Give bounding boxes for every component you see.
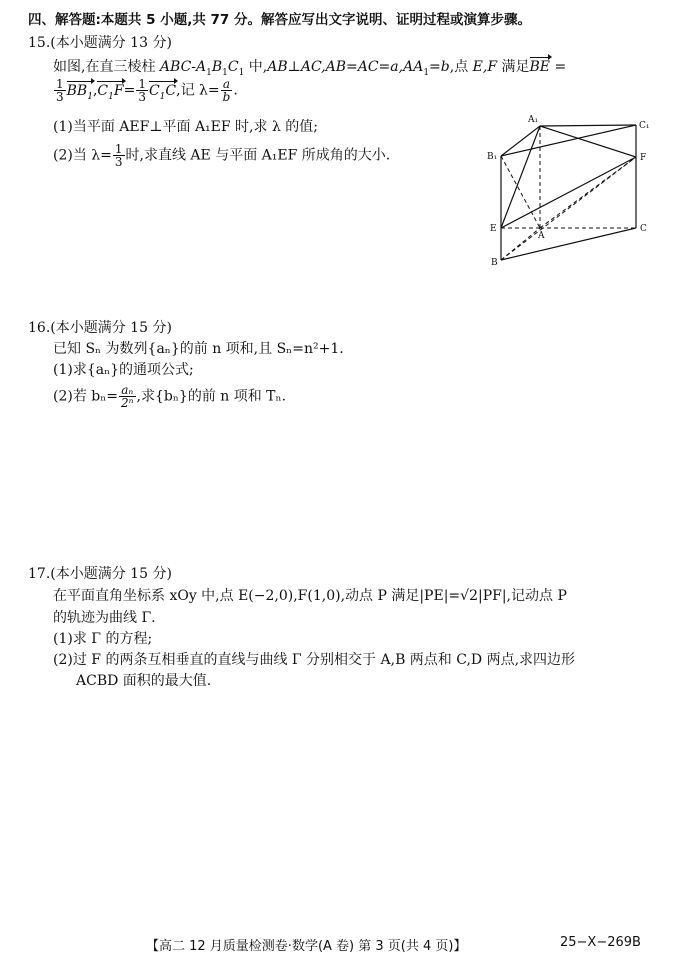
q17-part2-cont: ACBD 面积的最大值. (76, 673, 212, 689)
q15-text-f: C (227, 59, 239, 75)
q17-line2: 的轨迹为曲线 Γ. (53, 610, 156, 626)
q16-header: 16.(本小题满分 15 分) (28, 320, 172, 336)
prism-figure (484, 110, 656, 270)
q17-line1: 在平面直角坐标系 xOy 中,点 E(−2,0),F(1,0),动点 P 满足|PE|=√2|PF|,记动点 P (53, 588, 567, 604)
label-F: F (640, 153, 647, 163)
q17-part2: (2)过 F 的两条互相垂直的直线与曲线 Γ 分别相交于 A,B 两点和 C,D 两点,求四边形 (53, 652, 576, 668)
q16-part1: (1)求{aₙ}的通项公式; (53, 362, 194, 378)
q16-part2: (2)若 bₙ= $\frac{\text{aₙ}}{\text{2ⁿ}}$ ,求{bₙ}的前 n 项和 Tₙ. (53, 383, 287, 410)
q15-text-i: =b (429, 59, 450, 75)
label-C1: C₁ (639, 121, 650, 131)
q15-text-l: 满足 (497, 59, 530, 75)
q15-text-e: B (211, 59, 223, 75)
footer-title: 【高二 12 月质量检测卷·数学(A 卷) 第 3 页(共 4 页)】 (146, 939, 467, 954)
q15-note: ,记 λ= (176, 82, 220, 99)
q15-text-b: ABC (159, 59, 192, 75)
q15-part1: (1)当平面 AEF⊥平面 A₁EF 时,求 λ 的值; (53, 119, 318, 135)
vector-BB1: $BB_1$ (66, 82, 93, 102)
fraction-lambda: $\frac{1}{3}$ (114, 142, 123, 169)
edge-A1F (540, 126, 636, 157)
q15-line1: 如图,在直三棱柱 ABC-$A_1B_1C_1$ 中$,AB\perp AC,AB=AC=a,AA_1=b$,点 E,F 满足BE = (53, 59, 567, 78)
q17-part1: (1)求 Γ 的方程; (53, 631, 153, 647)
fraction-an-over-2n: $\frac{\text{aₙ}}{\text{2ⁿ}}$ (121, 383, 134, 410)
label-C: C (640, 224, 647, 234)
q16-line1: 已知 Sₙ 为数列{aₙ}的前 n 项和,且 Sₙ=n²+1. (53, 341, 344, 357)
vector-C1C: $C_1C$ (148, 82, 177, 102)
fraction-one-third-2: $\frac{1}{3}$ (138, 77, 146, 104)
q15-text-g: 中, (244, 59, 268, 75)
label-A1: A₁ (528, 115, 539, 125)
q15-comma: , (92, 82, 98, 99)
q15-line2: $\frac{1}{3}$ $BB_1,C_1F=$ $\frac{1}{3}$ $C_1C$,记 λ= $\frac{a}{b}$ . (56, 77, 238, 104)
edge-EF (501, 157, 636, 228)
edge-BC (501, 228, 636, 260)
q15-header: 15.(本小题满分 13 分) (28, 35, 172, 51)
edge-AF-hidden (540, 157, 636, 228)
q17-header: 17.(本小题满分 15 分) (28, 566, 172, 582)
vector-BE: BE (529, 59, 551, 75)
vector-C1F: $C_1F$ (97, 82, 124, 102)
label-A: A (538, 231, 545, 241)
fraction-a-over-b: $\frac{a}{b}$ (222, 77, 231, 104)
edge-A1C1 (540, 125, 636, 126)
q15-text-h: AB⊥AC,AB=AC=a,AA (267, 59, 424, 75)
q15-text-d: A (196, 59, 207, 75)
q15-text-k: E,F (472, 59, 498, 75)
fraction-one-third: $\frac{1}{3}$ (56, 77, 64, 104)
label-B: B (491, 258, 498, 268)
q15-text-j: ,点 (449, 59, 473, 75)
section-heading: 四、解答题:本题共 5 小题,共 77 分。解答应写出文字说明、证明过程或演算步骤。 (28, 12, 532, 28)
footer-code: 25−X−269B (560, 935, 641, 950)
label-B1: B₁ (487, 152, 498, 162)
label-E: E (490, 224, 497, 234)
q15-part2: (2)当 λ= $\frac{1}{3}$ 时,求直线 AE 与平面 A₁EF 所成角的大小. (53, 142, 391, 169)
q15-eq: = (554, 59, 567, 75)
q15-text-c: - (191, 59, 197, 75)
q15-text-a: 如图,在直三棱柱 (53, 59, 160, 75)
